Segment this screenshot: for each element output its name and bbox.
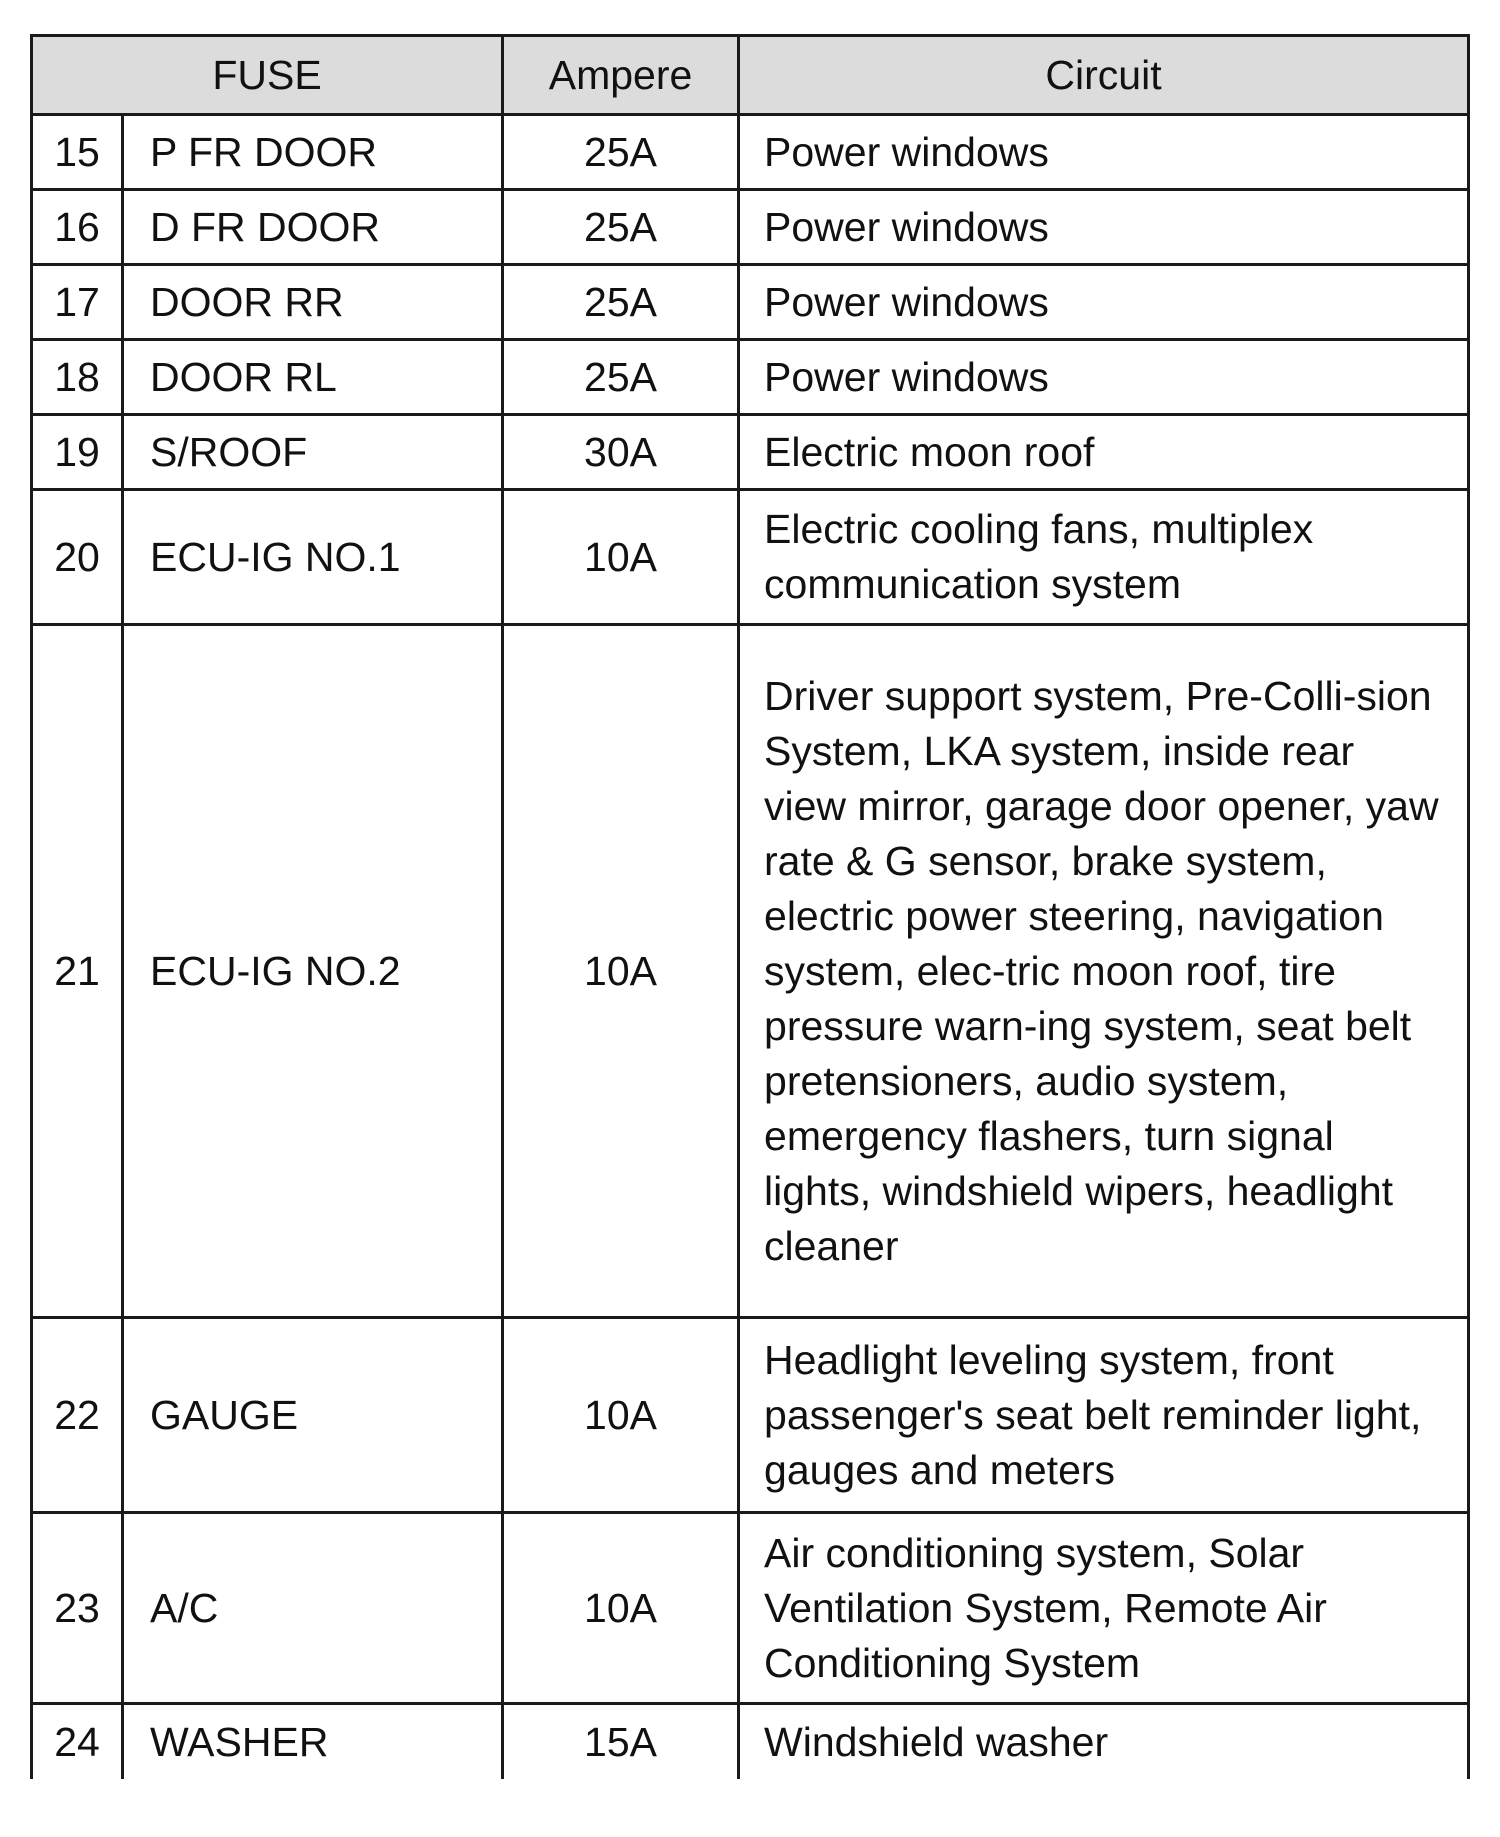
fuse-number: 18 <box>32 340 123 415</box>
fuse-number: 15 <box>32 115 123 190</box>
header-fuse: FUSE <box>32 36 503 115</box>
fuse-name: DOOR RR <box>123 265 503 340</box>
fuse-circuit: Driver support system, Pre-Colli-sion System, LKA system, inside rear view mirror, garage door opener, yaw rate & G sensor, brake system, electric power steering, navigation system, elec-tric moon roof, tire pressure warn-ing system, seat belt pretensioners, audio system, emergency flashers, turn signal lights, windshield wipers, headlight cleaner <box>739 625 1469 1318</box>
table-row <box>32 340 1469 415</box>
fuse-number: 21 <box>32 625 123 1318</box>
fuse-name: GAUGE <box>123 1318 503 1513</box>
fuse-ampere: 10A <box>503 490 739 625</box>
table-row <box>32 1513 1469 1704</box>
fuse-name: ECU-IG NO.1 <box>123 490 503 625</box>
table-row <box>32 1318 1469 1513</box>
fuse-number: 20 <box>32 490 123 625</box>
fuse-ampere: 25A <box>503 265 739 340</box>
fuse-ampere: 10A <box>503 625 739 1318</box>
fuse-ampere: 25A <box>503 340 739 415</box>
fuse-number: 17 <box>32 265 123 340</box>
fuse-number: 22 <box>32 1318 123 1513</box>
fuse-ampere: 25A <box>503 115 739 190</box>
fuse-ampere: 10A <box>503 1513 739 1704</box>
fuse-name: ECU-IG NO.2 <box>123 625 503 1318</box>
fuse-circuit: Power windows <box>739 115 1469 190</box>
fuse-name: S/ROOF <box>123 415 503 490</box>
fuse-name: A/C <box>123 1513 503 1704</box>
fuse-circuit: Headlight leveling system, front passenger's seat belt reminder light, gauges and meters <box>739 1318 1469 1513</box>
fuse-number: 19 <box>32 415 123 490</box>
fuse-name: P FR DOOR <box>123 115 503 190</box>
table-row <box>32 190 1469 265</box>
fuse-name: D FR DOOR <box>123 190 503 265</box>
fuse-circuit: Electric moon roof <box>739 415 1469 490</box>
table-row <box>32 490 1469 625</box>
fuse-circuit: Windshield washer <box>739 1704 1469 1780</box>
table-row <box>32 115 1469 190</box>
table-row <box>32 265 1469 340</box>
fuse-name: WASHER <box>123 1704 503 1780</box>
fuse-circuit: Power windows <box>739 265 1469 340</box>
fuse-circuit: Air conditioning system, Solar Ventilation System, Remote Air Conditioning System <box>739 1513 1469 1704</box>
fuse-number: 24 <box>32 1704 123 1780</box>
fuse-table <box>30 34 1470 1779</box>
table-row <box>32 1704 1469 1780</box>
table-row <box>32 625 1469 1318</box>
header-ampere: Ampere <box>503 36 739 115</box>
header-circuit: Circuit <box>739 36 1469 115</box>
fuse-circuit: Electric cooling fans, multiplex communication system <box>739 490 1469 625</box>
fuse-number: 23 <box>32 1513 123 1704</box>
fuse-circuit: Power windows <box>739 340 1469 415</box>
fuse-number: 16 <box>32 190 123 265</box>
fuse-circuit: Power windows <box>739 190 1469 265</box>
fuse-name: DOOR RL <box>123 340 503 415</box>
table-header-row <box>32 36 1469 115</box>
fuse-ampere: 30A <box>503 415 739 490</box>
fuse-ampere: 10A <box>503 1318 739 1513</box>
fuse-ampere: 25A <box>503 190 739 265</box>
table-row <box>32 415 1469 490</box>
fuse-ampere: 15A <box>503 1704 739 1780</box>
